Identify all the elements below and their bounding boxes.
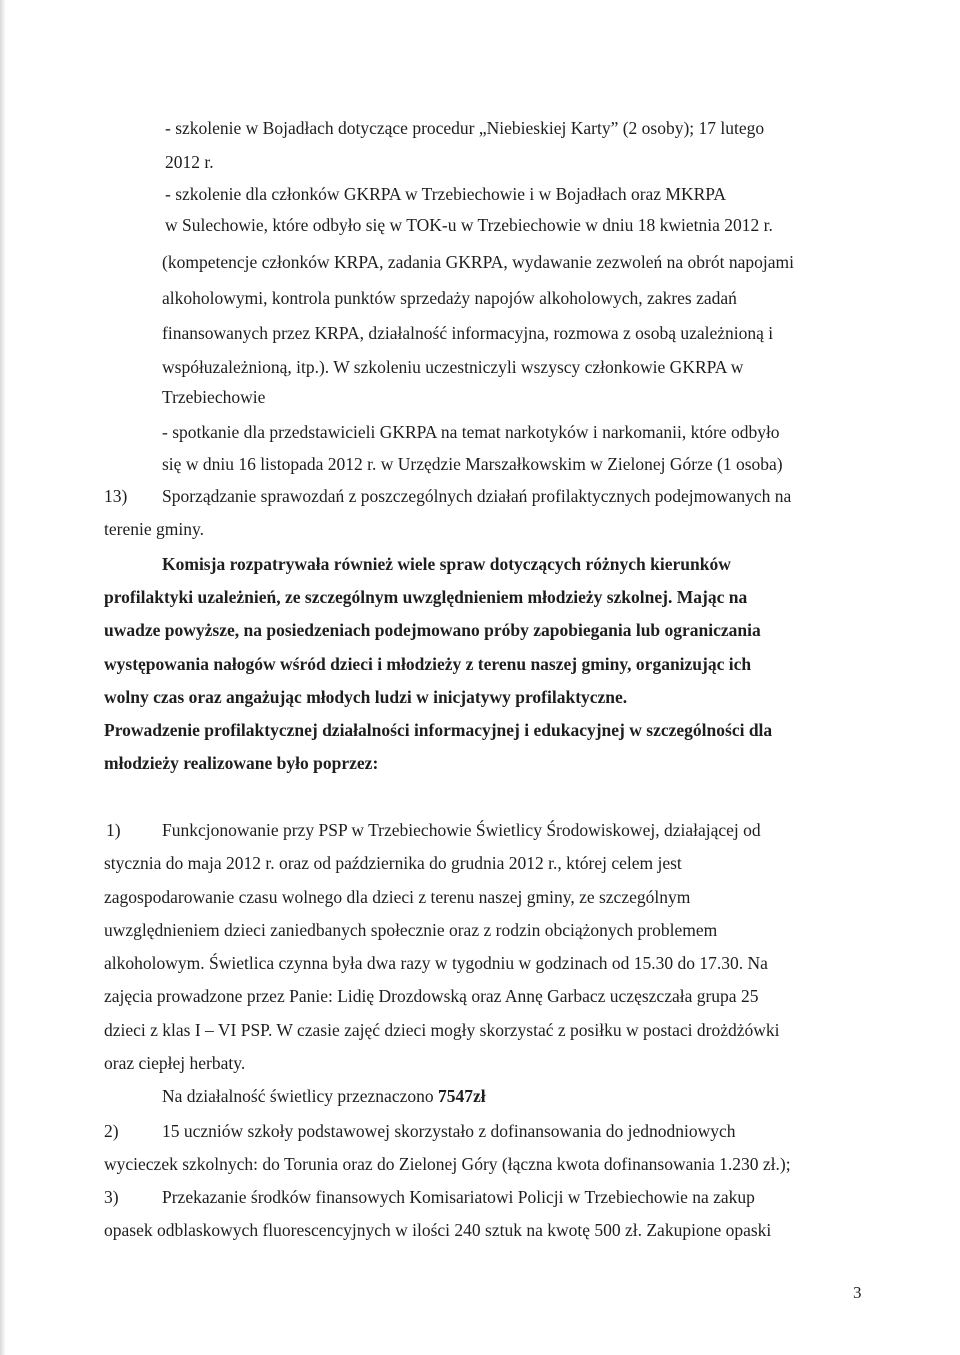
text-line: alkoholowymi, kontrola punktów sprzedaży napojów alkoholowych, zakres zadań [162, 288, 737, 308]
list-number: 13) [104, 486, 128, 506]
text-line: zajęcia prowadzone przez Panie: Lidię Drozdowską oraz Annę Garbacz uczęszczała grupa 25 [104, 986, 759, 1006]
bold-paragraph-line: występowania nałogów wśród dzieci i młodzieży z terenu naszej gminy, organizując ich [104, 654, 752, 674]
text-span: Na działalność świetlicy przeznaczono [162, 1086, 438, 1106]
list-number: 1) [106, 820, 121, 840]
text-line: Przekazanie środków finansowych Komisariatowi Policji w Trzebiechowie na zakup [162, 1187, 755, 1207]
text-line: - spotkanie dla przedstawicieli GKRPA na temat narkotyków i narkomanii, które odbyło [162, 422, 780, 442]
text-line: 15 uczniów szkoły podstawowej skorzystało z dofinansowania do jednodniowych [162, 1121, 736, 1141]
text-line: 2012 r. [165, 152, 214, 172]
text-line: - szkolenie dla członków GKRPA w Trzebiechowie i w Bojadłach oraz MKRPA [165, 184, 727, 204]
text-line: (kompetencje członków KRPA, zadania GKRPA, wydawanie zezwoleń na obrót napojami [162, 252, 794, 272]
text-line: dzieci z klas I – VI PSP. W czasie zajęć dzieci mogły skorzystać z posiłku w postaci drożdżówki [104, 1020, 780, 1040]
text-line: współuzależnioną, itp.). W szkoleniu uczestniczyli wszyscy członkowie GKRPA w [162, 357, 744, 377]
text-line: alkoholowym. Świetlica czynna była dwa razy w tygodniu w godzinach od 15.30 do 17.30. Na [104, 953, 768, 973]
list-number: 2) [104, 1121, 119, 1141]
text-line: Funkcjonowanie przy PSP w Trzebiechowie Świetlicy Środowiskowej, działającej od [162, 820, 761, 840]
text-line: opasek odblaskowych fluorescencyjnych w ilości 240 sztuk na kwotę 500 zł. Zakupione opaski [104, 1220, 772, 1240]
bold-paragraph-line: wolny czas oraz angażując młodych ludzi w inicjatywy profilaktyczne. [104, 687, 628, 707]
text-line: oraz ciepłej herbaty. [104, 1053, 246, 1073]
list-number: 3) [104, 1187, 119, 1207]
bold-heading-line: młodzieży realizowane było poprzez: [104, 753, 379, 773]
text-line: wycieczek szkolnych: do Torunia oraz do Zielonej Góry (łączna kwota dofinansowania 1.230 zł.); [104, 1154, 791, 1174]
text-line: Trzebiechowie [162, 387, 266, 407]
text-line: Sporządzanie sprawozdań z poszczególnych działań profilaktycznych podejmowanych na [162, 486, 792, 506]
bold-paragraph-line: Komisja rozpatrywała również wiele spraw dotyczących różnych kierunków [162, 554, 731, 574]
amount-text: 7547zł [437, 1086, 486, 1106]
page-number: 3 [853, 1283, 862, 1302]
bold-paragraph-line: uwadze powyższe, na posiedzeniach podejmowano próby zapobiegania lub ograniczania [104, 620, 761, 640]
text-line [162, 1085, 486, 1107]
bold-paragraph-line: profilaktyki uzależnień, ze szczególnym uwzględnieniem młodzieży szkolnej. Mając na [104, 587, 748, 607]
text-line: - szkolenie w Bojadłach dotyczące procedur „Niebieskiej Karty” (2 osoby); 17 lutego [165, 118, 765, 138]
scan-edge-shadow [0, 0, 6, 1355]
text-line: stycznia do maja 2012 r. oraz od października do grudnia 2012 r., której celem jest [104, 853, 682, 873]
text-line: uwzględnieniem dzieci zaniedbanych społecznie oraz z rodzin obciążonych problemem [104, 920, 718, 940]
text-line: się w dniu 16 listopada 2012 r. w Urzędzie Marszałkowskim w Zielonej Górze (1 osoba) [162, 454, 783, 474]
bold-heading-line: Prowadzenie profilaktycznej działalności informacyjnej i edukacyjnej w szczególności dla [104, 720, 773, 740]
text-line: zagospodarowanie czasu wolnego dla dzieci z terenu naszej gminy, ze szczególnym [104, 887, 691, 907]
text-line: finansowanych przez KRPA, działalność informacyjna, rozmowa z osobą uzależnioną i [162, 323, 774, 343]
text-line: terenie gminy. [104, 519, 204, 539]
text-line: w Sulechowie, które odbyło się w TOK-u w Trzebiechowie w dniu 18 kwietnia 2012 r. [165, 215, 773, 235]
